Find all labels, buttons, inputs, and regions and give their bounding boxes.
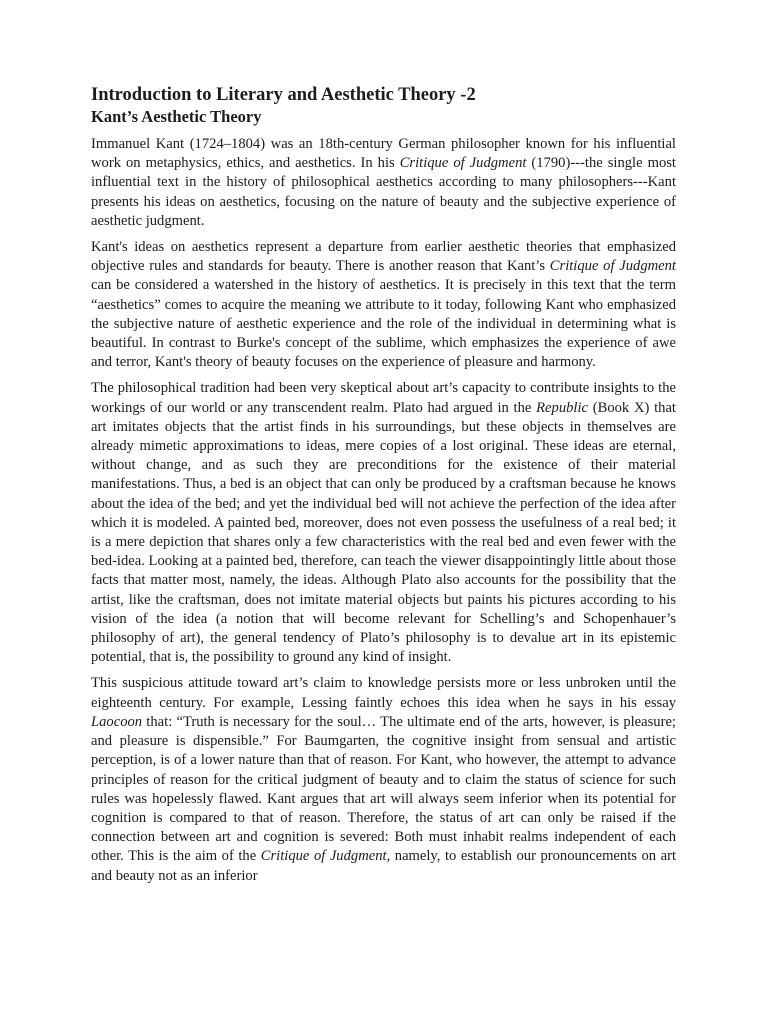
paragraph-1-text-c: (1790)---the single most influential text in the history of philosophical aesthetics according to many philosophers---Kant presents his ideas on aesthetics, focusing on the nature of beauty and the subjective experience of aesthetic judgment. — [91, 155, 676, 229]
paragraph-2-text-a: Kant's ideas on aesthetics represent a departure from earlier aesthetic theories that emphasized objective rules and standards for beauty. There is another reason that Kant’s — [91, 239, 676, 275]
paragraph-2-text-c: can be considered a watershed in the history of aesthetics. It is precisely in this text that the term “aesthetics” comes to acquire the meaning we attribute to it today, following Kant who emphasized the subjective nature of aesthetic experience and the role of the individual in determining what is beautiful. In contrast to Burke's concept of the sublime, which emphasizes the experience of awe and terror, Kant's theory of beauty focuses on the experience of pleasure and harmony. — [91, 277, 676, 371]
paragraph-3 — [91, 379, 676, 667]
paragraph-4-title-laocoon: Laocoon — [91, 713, 143, 730]
paragraph-1-text-a: Immanuel Kant (1724–1804) was an 18th-century German philosopher known for his influential work on metaphysics, ethics, and aesthetics. In his — [91, 136, 676, 172]
paragraph-4 — [91, 674, 676, 885]
paragraph-1-title-critique: Critique of Judgment — [399, 155, 527, 172]
paragraph-2-title-critique: Critique of Judgment — [549, 258, 676, 275]
page-title: Introduction to Literary and Aesthetic Theory -2 — [91, 85, 476, 105]
paragraph-4-text-e: , namely, to establish our pronouncements on art and beauty not as an inferior — [91, 848, 676, 884]
paragraph-3-title-republic: Republic — [536, 399, 588, 416]
paragraph-4-title-critique: Critique of Judgment — [260, 848, 387, 865]
paragraph-4-text-a: This suspicious attitude toward art’s claim to knowledge persists more or less unbroken until the eighteenth century. For example, Lessing faintly echoes this idea when he says in his essay — [91, 675, 676, 711]
paragraph-3-text-c: (Book X) that art imitates objects that the artist finds in his surroundings, but these objects in themselves are already mimetic approximations to ideas, mere copies of a lost original. These ideas are eternal, without change, and as such they are preconditions for the existence of their material manifestations. Thus, a bed is an object that can only be produced by a craftsman because he knows about the idea of the bed; and yet the individual bed will not achieve the perfection of the idea after which it is modeled. A painted bed, moreover, does not even possess the usefulness of a real bed; it is a mere depiction that shares only a few characteristics with the real bed and even fewer with the bed-idea. Looking at a painted bed, therefore, can teach the viewer disappointingly little about those facts that matter most, namely, the ideas. Although Plato also accounts for the possibility that the artist, like the craftsman, does not imitate material objects but paints his pictures according to his vision of the idea (a notion that will become relevant for Schelling’s and Schopenhauer’s philosophy of art), the general tendency of Plato’s philosophy is to devalue art in its epistemic potential, that is, the possibility to ground any kind of insight. — [91, 399, 676, 666]
page-subtitle: Kant’s Aesthetic Theory — [91, 107, 262, 126]
paragraph-4-text-c: that: “Truth is necessary for the soul… The ultimate end of the arts, however, is pleasure; and pleasure is dispensible.” For Baumgarten, the cognitive insight from sensual and artistic perception, is of a lower nature than that of reason. For Kant, who however, the attempt to advance principles of reason for the critical judgment of beauty and to claim the status of science for such rules was hopelessly flawed. Kant argues that art will always seem inferior when its potential for cognition is compared to that of reason. Therefore, the status of art can only be raised if the connection between art and cognition is severed: Both must inhabit realms independent of each other. This is the aim of the — [91, 713, 676, 865]
paragraph-3-text-a: The philosophical tradition had been very skeptical about art’s capacity to contribute insights to the workings of our world or any transcendent realm. Plato had argued in the — [91, 380, 676, 416]
paragraph-2 — [91, 238, 676, 372]
paragraph-1 — [91, 135, 676, 231]
